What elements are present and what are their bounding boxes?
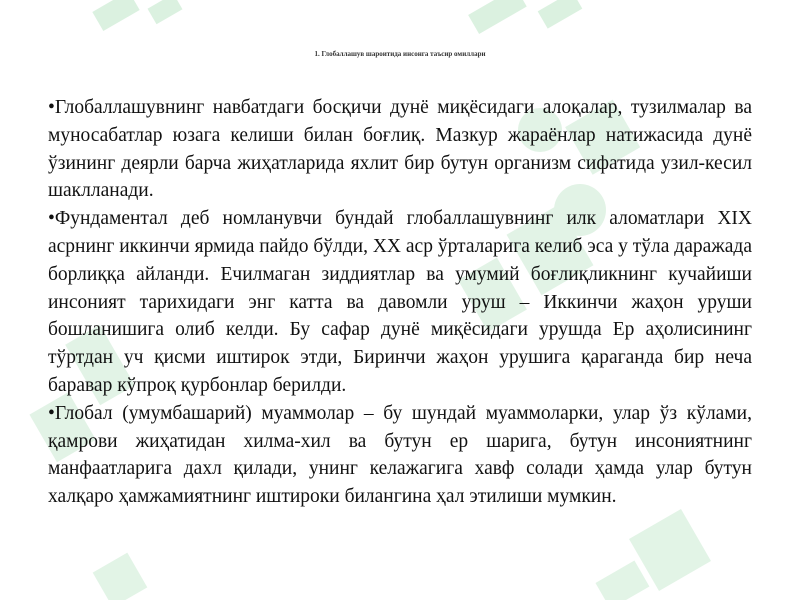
- bullet-marker: •: [48, 402, 55, 424]
- bullet-paragraph-1: [48, 94, 752, 205]
- slide-body: [48, 94, 752, 511]
- slide-title: 1. Глобаллашув шароитида инсонга таъсир омиллари: [314, 50, 486, 58]
- bullet-marker: •: [48, 97, 55, 118]
- bullet-marker: •: [48, 208, 55, 230]
- paragraph-text: Глобаллашувнинг навбатдаги босқичи дунё миқёсидаги алоқалар, тузилмалар ва муносабатлар юзага келиши билан боғлиқ. Мазкур жараёнлар натижасида дунё ўзининг деярли барча жиҳатларида яхлит бир бутун организм сифатида узил-кесил шаклланади.: [48, 97, 752, 202]
- bullet-paragraph-3: [48, 400, 752, 511]
- paragraph-text: Фундаментал деб номланувчи бундай глобаллашувнинг илк аломатлари XIX асрнинг иккинчи ярмида пайдо бўлди, XX аср ўрталарига келиб эса у тўла даражада борлиққа айланди. Ечилмаган зиддиятлар ва умумий боғлиқликнинг кучайиши инсоният тарихидаги энг катта ва давомли уруш – Иккинчи жаҳон уруши бошланишига олиб келди. Бу сафар дунё миқёсидаги урушда Ер аҳолисининг тўртдан уч қисми иштирок этди, Биринчи жаҳон урушига қараганда бир неча баравар кўпроқ қурбонлар берилди.: [48, 208, 752, 396]
- paragraph-text: Глобал (умумбашарий) муаммолар – бу шундай муаммоларки, улар ўз кўлами, қамрови жиҳатидан хилма-хил ва бутун ер шарига, бутун инсониятнинг манфаатларига дахл қилади, унинг келажагига хавф солади ҳамда улар бутун халқаро ҳамжамиятнинг иштироки билангина ҳал этилиши мумкин.: [48, 402, 752, 508]
- bullet-paragraph-2: [48, 205, 752, 400]
- watermark-logo-bottom: [93, 509, 711, 600]
- watermark-logo-top-left: [92, 0, 182, 31]
- watermark-logo-top-right: [468, 0, 582, 34]
